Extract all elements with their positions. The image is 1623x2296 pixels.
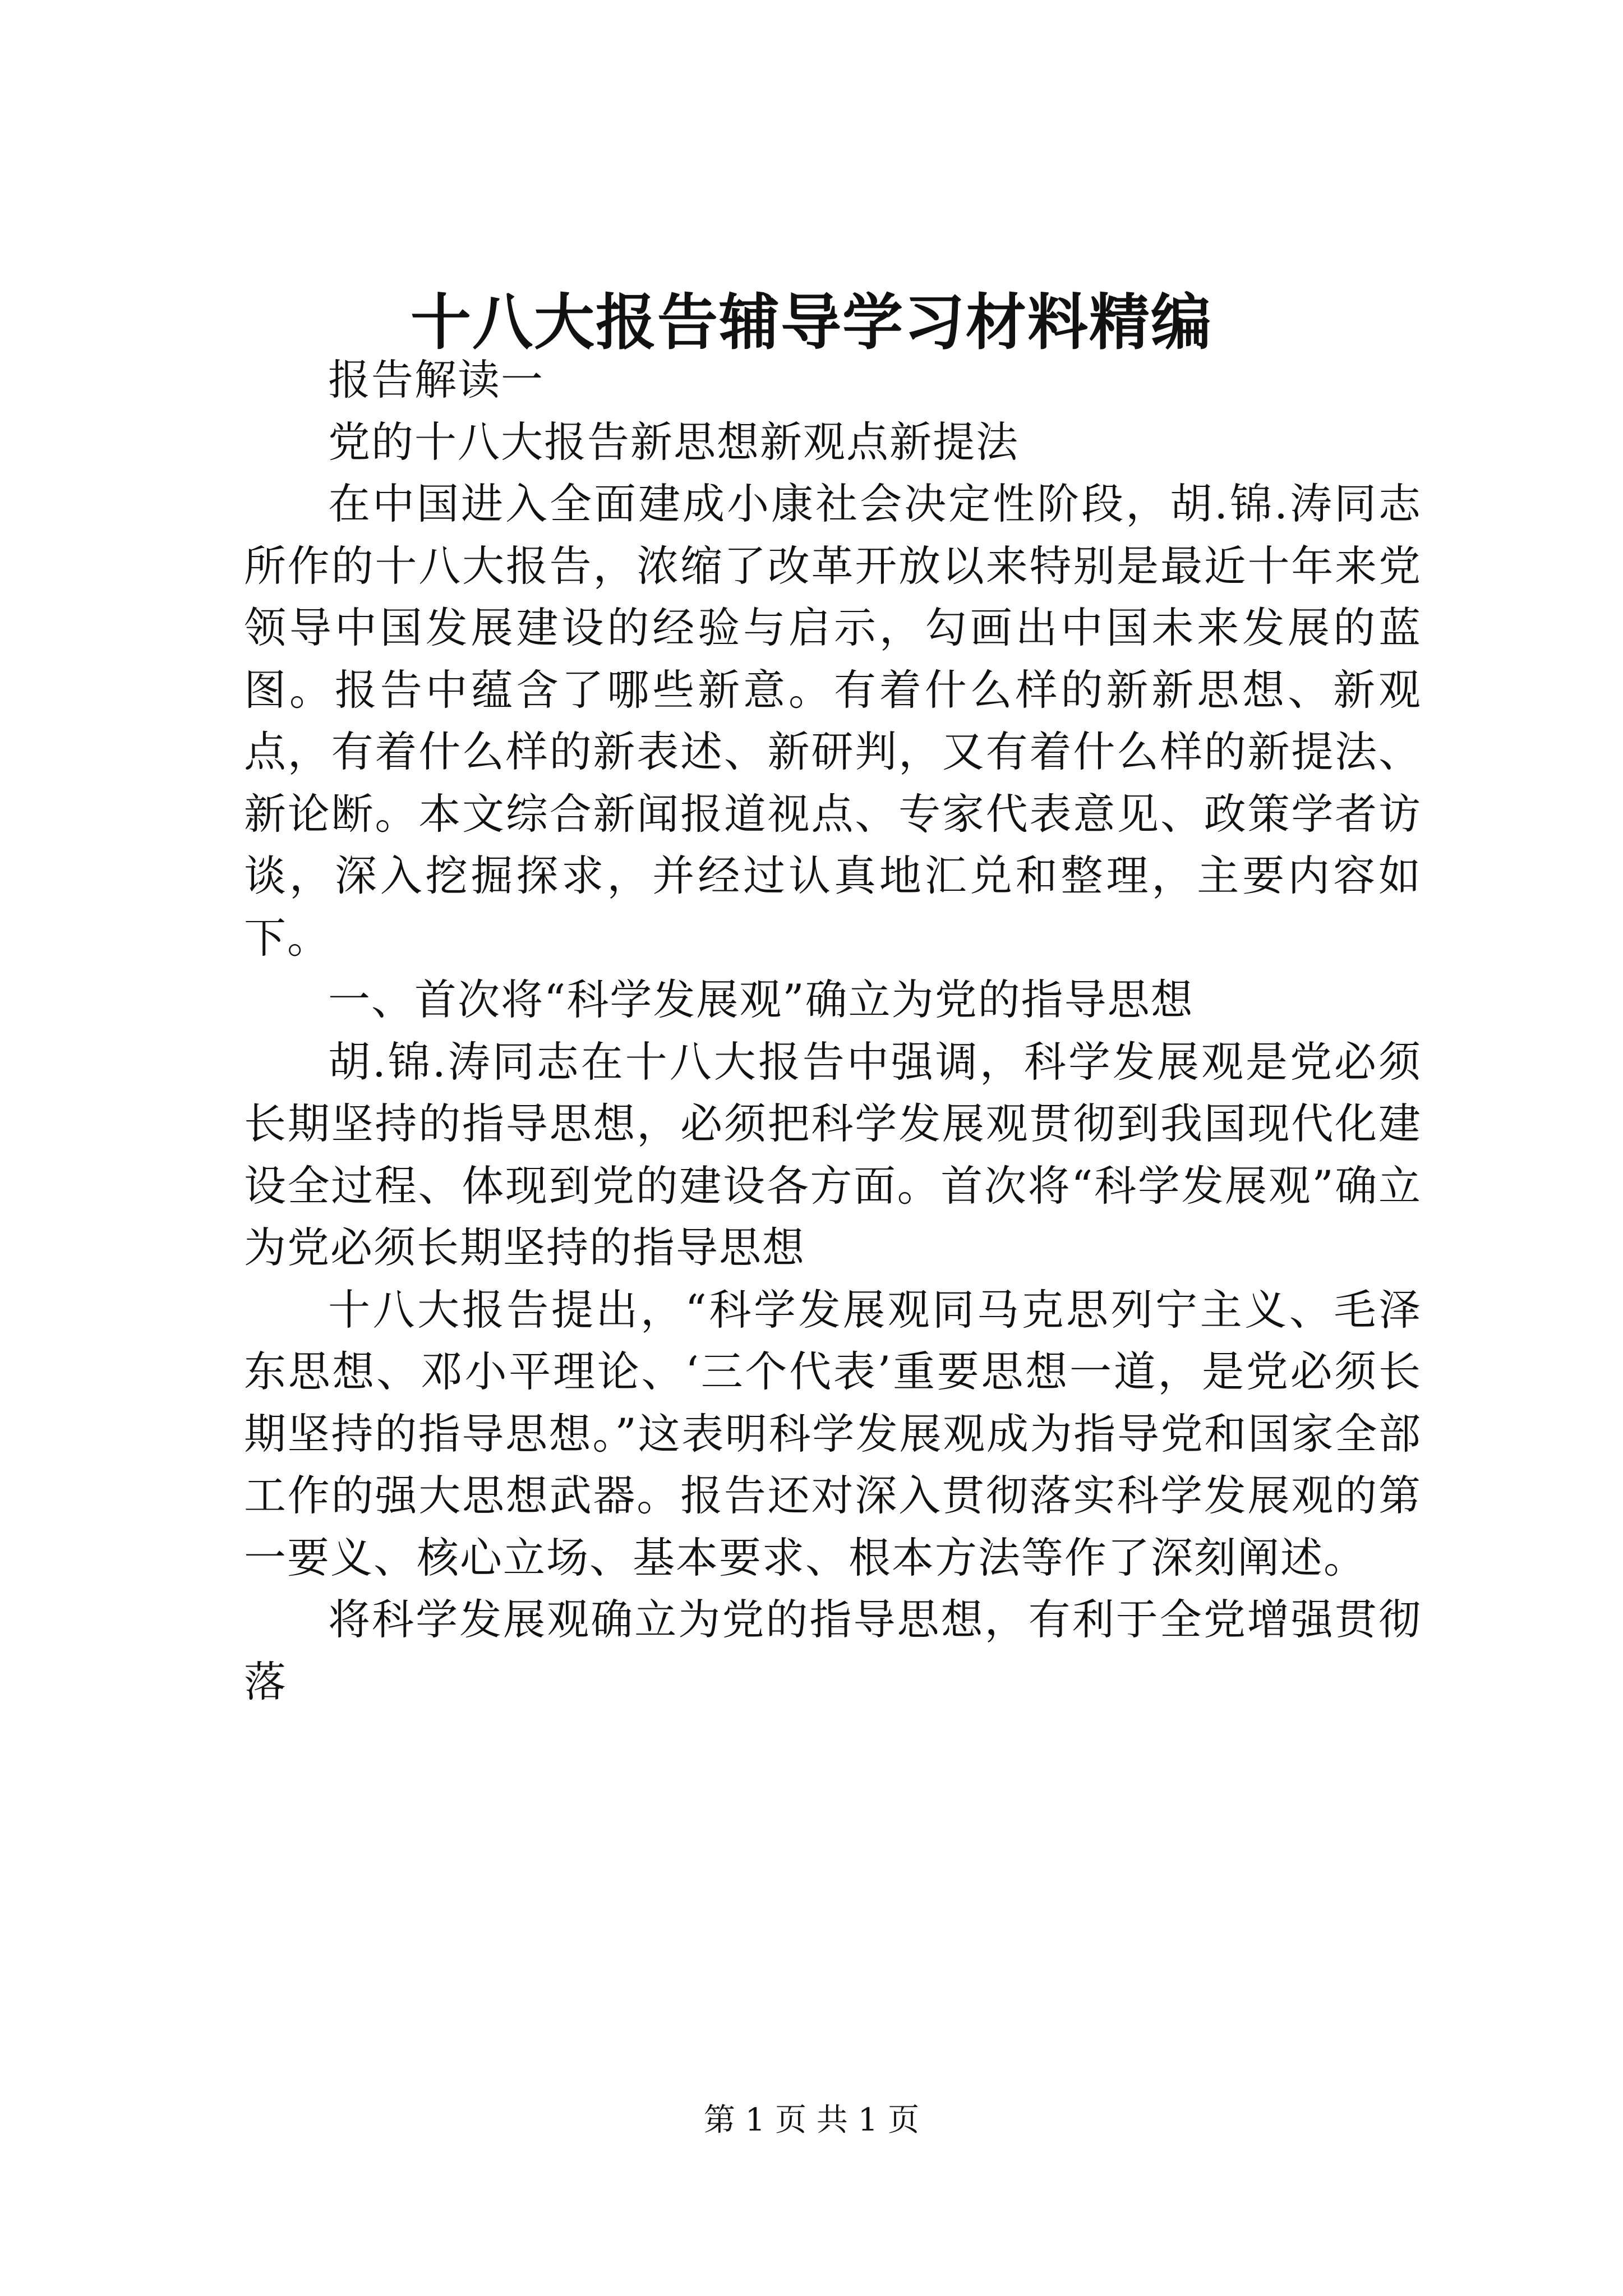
- paragraph-subtitle: 党的十八大报告新思想新观点新提法: [328, 417, 1020, 467]
- document-body: [244, 349, 1422, 1713]
- paragraph-body: 十八大报告提出，“科学发展观同马克思列宁主义、毛泽东思想、邓小平理论、‘三个代表’重要思想一道，是党必须长期坚持的指导思想。”这表明科学发展观成为指导党和国家全部工作的强大思想武器。报告还对深入贯彻落实科学发展观的第一要义、核心立场、基本要求、根本方法等作了深刻阐述。: [244, 1285, 1422, 1582]
- paragraph-body: 将科学发展观确立为党的指导思想，有利于全党增强贯彻落: [244, 1595, 1422, 1706]
- paragraph-intro: 在中国进入全面建成小康社会决定性阶段，胡.锦.涛同志所作的十八大报告，浓缩了改革开放以来特别是最近十年来党领导中国发展建设的经验与启示，勾画出中国未来发展的蓝图。报告中蕴含了哪些新意。有着什么样的新新思想、新观点，有着什么样的新表述、新研判，又有着什么样的新提法、新论断。本文综合新闻报道视点、专家代表意见、政策学者访谈，深入挖掘探求，并经过认真地汇兑和整理，主要内容如下。: [244, 479, 1422, 963]
- document-title: 十八大报告辅导学习材料精编: [410, 287, 1212, 358]
- paragraph-body: 胡.锦.涛同志在十八大报告中强调，科学发展观是党必须长期坚持的指导思想，必须把科学发展观贯彻到我国现代化建设全过程、体现到党的建设各方面。首次将“科学发展观”确立为党必须长期坚持的指导思想: [244, 1037, 1422, 1272]
- paragraph-heading-one: 一、首次将“科学发展观”确立为党的指导思想: [328, 975, 1194, 1024]
- page-number-footer: 第 1 页 共 1 页: [703, 2102, 920, 2138]
- paragraph-section-label: 报告解读一: [328, 355, 545, 404]
